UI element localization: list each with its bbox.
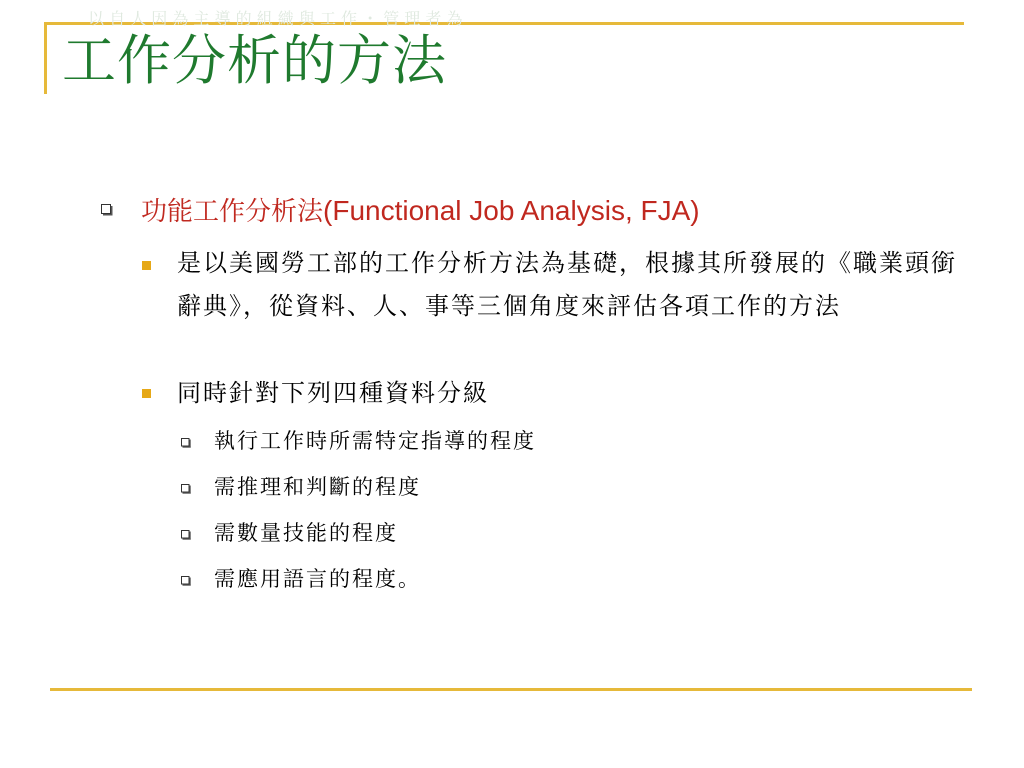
hollow-square-bullet-icon: [181, 530, 191, 540]
hollow-square-bullet-icon: [181, 576, 191, 586]
hollow-square-bullet-icon: [181, 484, 191, 494]
level1-text-en: (Functional Job Analysis, FJA): [323, 195, 700, 226]
frame-vertical-rule: [44, 22, 47, 94]
hollow-square-bullet-icon: [181, 438, 191, 448]
faint-header-text: 以 自 人 因 為 主 導 的 組 織 與 工 作 ・ 管 理 者 為: [88, 9, 463, 28]
level1-item: [141, 194, 700, 228]
slide-title: 工作分析的方法: [62, 29, 447, 92]
level2-item: 是以美國勞工部的工作分析方法為基礎，根據其所發展的《職業頭銜辭典》，從資料、人、事等三個角度來評估各項工作的方法: [177, 249, 957, 320]
level2-item: 同時針對下列四種資料分級: [177, 379, 489, 407]
square-bullet-icon: [142, 389, 151, 398]
level3-item: 需推理和判斷的程度: [214, 475, 421, 499]
level3-item: 需數量技能的程度: [214, 521, 398, 545]
hollow-square-bullet-icon: [101, 204, 113, 216]
level3-item: 需應用語言的程度。: [214, 567, 421, 591]
level3-item: 執行工作時所需特定指導的程度: [214, 429, 536, 453]
level1-text-zh: 功能工作分析法: [141, 197, 324, 227]
square-bullet-icon: [142, 261, 151, 270]
bottom-rule: [50, 688, 972, 691]
